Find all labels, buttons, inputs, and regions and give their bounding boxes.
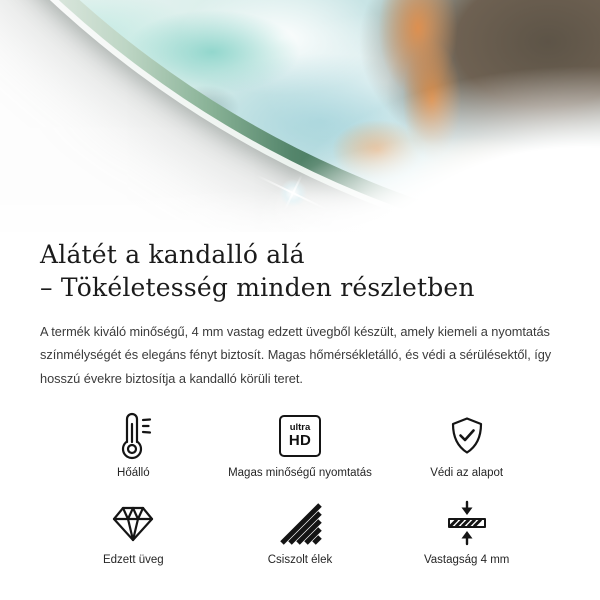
diamond-icon — [109, 497, 157, 549]
feature-label: Edzett üveg — [102, 553, 164, 566]
shield-check-icon — [445, 410, 489, 462]
feature-grid — [50, 410, 550, 566]
feature-protects-base — [383, 410, 550, 479]
product-hero-image — [0, 0, 600, 232]
page-title-line2: – Tökéletesség minden részletben — [40, 273, 475, 302]
ultra-hd-icon: ultra HD — [279, 415, 321, 457]
feature-label: Csiszolt élek — [267, 553, 333, 566]
feature-heat-resistant — [50, 410, 217, 479]
polished-edges-icon — [278, 497, 322, 549]
page-title — [40, 238, 560, 304]
page-title-line1: Alátét a kandalló alá — [40, 240, 305, 269]
feature-tempered-glass — [50, 497, 217, 566]
feature-label: Hőálló — [117, 466, 150, 479]
thickness-icon — [445, 497, 489, 549]
feature-label: Magas minőségű nyomtatás — [228, 466, 372, 479]
thermometer-icon — [110, 410, 156, 462]
feature-thickness — [383, 497, 550, 566]
feature-polished-edges — [217, 497, 384, 566]
feature-label: Vastagság 4 mm — [423, 553, 510, 566]
feature-print-quality — [217, 410, 384, 479]
product-description: A termék kiváló minőségű, 4 mm vastag edzett üvegből készült, amely kiemeli a nyomtatás színmélységét és elegáns fényt biztosít. Magas hőmérsékletálló, és védi a sérülésektől, így hosszú évekre biztosítja a kandalló körüli teret. — [40, 324, 552, 386]
feature-label: Védi az alapot — [430, 466, 504, 479]
